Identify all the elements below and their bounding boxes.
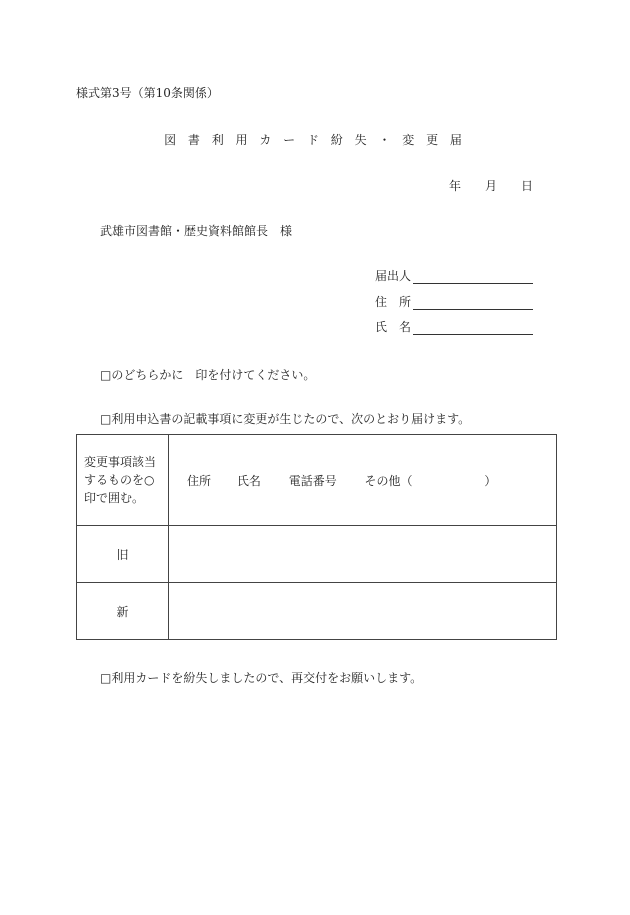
date-month-label: 月 [485,179,498,193]
old-value-field[interactable] [169,526,557,583]
option-other-close: ） [484,473,497,488]
submitter-field[interactable] [413,269,533,284]
document-title: 図 書 利 用 カ ー ド 紛 失 ・ 変 更 届 [164,133,466,147]
table-row-old [77,526,557,583]
option-name[interactable]: 氏名 [236,473,261,488]
option-other[interactable]: その他（ [364,473,413,488]
address-label: 住 所 [375,295,412,309]
recipient: 武雄市図書館・歴史資料館館長 様 [100,224,293,238]
submitter-label: 届出人 [375,269,412,283]
form-number: 様式第3号（第10条関係） [76,86,219,100]
change-notice: □利用申込書の記載事項に変更が生じたので、次のとおり届けます。 [100,412,471,426]
change-table [76,434,557,640]
name-row [375,318,533,335]
change-items-label: 変更事項該当 するものを○ 印で囲む。 [77,435,169,526]
name-field[interactable] [413,320,533,335]
date-year-label: 年 [449,179,462,193]
old-label: 旧 [77,526,169,583]
reissue-notice: □利用カードを紛失しましたので、再交付をお願いします。 [100,671,423,685]
date-day-label: 日 [521,179,534,193]
option-address[interactable]: 住所 [187,473,212,488]
change-options [169,435,557,526]
name-label: 氏 名 [375,320,412,334]
address-field[interactable] [413,295,533,310]
new-label: 新 [77,583,169,640]
new-value-field[interactable] [169,583,557,640]
submitter-row [375,267,533,284]
instruction-text: □のどちらかに 印を付けてください。 [100,368,316,382]
option-phone[interactable]: 電話番号 [288,473,337,488]
address-row [375,293,533,310]
table-row-change-items [77,435,557,526]
table-row-new [77,583,557,640]
